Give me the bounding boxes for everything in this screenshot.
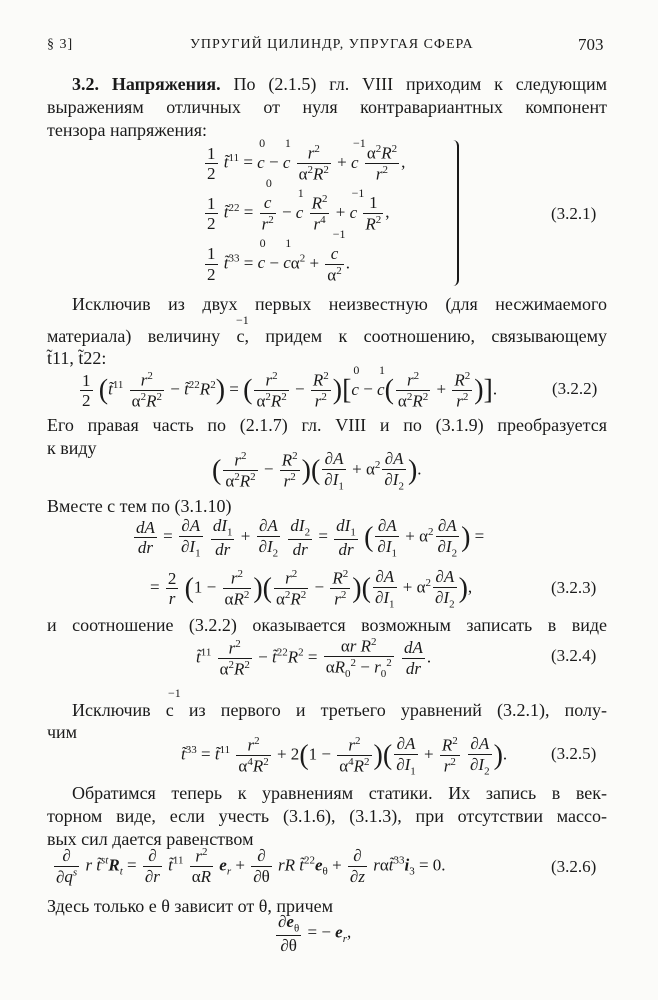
paragraph-line: тензора напряжения: [47,120,208,140]
equation-unnumbered-1: ( $\frac{r^2}{\alpha^2R^2}$ − $\frac{R^2}{r^2}$ )( $\frac{\partial A}{\partial I_1}$ + $\alpha^2$ $\frac{\partial A}{\partial I_2}$ ). [212,449,422,492]
system-brace [449,140,459,286]
paragraph-line: Обратимся теперь к уравнениям статики. Их запись в век- [72,783,607,803]
paragraph-line: Исключив c из первого и третьего уравнений (3.2.1), полу- [72,700,607,720]
equation-number: (3.2.1) [551,204,597,223]
paragraph-line: Вместе с тем по (3.1.10) [47,496,232,516]
equation-number: (3.2.2) [552,379,598,398]
paragraph-line: t̃11, t̃22: [47,348,107,368]
equation-number: (3.2.5) [551,744,597,763]
page-number: 703 [578,35,604,54]
paragraph-line: вых сил дается равенством [47,829,254,849]
section-heading-line [72,73,607,96]
section-number: 3.2. [72,74,99,94]
paragraph-line: торном виде, если учесть (3.1.6), (3.1.3), при отсутствии массо- [47,806,607,826]
running-head-title: УПРУГИЙ ЦИЛИНДР, УПРУГАЯ СФЕРА [190,37,474,52]
equation-3-2-6: $\frac{\partial}{\partial q^s}$ r $t̃^{st}R_t$ = $\frac{\partial}{\partial r}$ t̃$^{11}$ $\frac{r^2}{\alpha R}$ $e_r$ + $\frac{\partial}{\partial\theta}$ rR $t̃^{22}e_\theta$ + $\frac{\partial}{\partial z}$ $r\alpha t̃^{33}i_3 = 0$. [56,846,446,887]
equation-number: (3.2.4) [551,646,597,665]
paragraph-line: к виду [47,438,97,458]
section-title: Напряжения. [111,74,221,94]
equation-3-2-3-row-1: $\frac{dA}{dr}$ = $\frac{\partial A}{\partial I_1}$ $\frac{dI_1}{dr}$ + $\frac{\partial A}{\partial I_2}$ $\frac{dI_2}{dr}$ = $\frac{dI_1}{dr}$ ( $\frac{\partial A}{\partial I_1}$ + $\alpha^2$ $\frac{\partial A}{\partial I_2}$ ) = [136,516,485,560]
equation-3-2-1-row-2: $\frac{1}{2}$ t̃$^{22}$ = 0 c $r^2$ − 1 c $\frac{R^2}{r^4}$ + −1 c $\frac{1}{R^2}$ , [207,176,390,234]
equation-3-2-2: $\frac{1}{2}$ (t̃$^{11}$ $\frac{r^2}{\alpha^2R^2}$ − $t̃^{22}R^2$) = ( $\frac{r^2}{\alpha^2R^2}$ − $\frac{R^2}{r^2}$ )[ 0 c − 1 c( $\frac{r^2}{\alpha^2R^2}$ + $\frac{R^2}{r^2}$ )]. [82,362,498,411]
paragraph-line: и соотношение (3.2.2) оказывается возможным записать в виде [47,615,607,635]
overmark-minus-one: −1 [236,313,249,327]
equation-number: (3.2.3) [551,578,597,597]
paragraph-line: чим [47,722,78,742]
running-head-section: § 3] [47,37,74,52]
equation-number: (3.2.6) [551,857,597,876]
paragraph-line: выражениям отличных от нуля контравариантных компонент [47,97,607,117]
equation-3-2-5: t̃$^{33}$ = t̃$^{11}$ $\frac{r^2}{\alpha^4R^2}$ + 2(1 − $\frac{r^2}{\alpha^4R^2}$ )( $\frac{\partial A}{\partial I_1}$ + $\frac{R^2}{r^2}$ $\frac{\partial A}{\partial I_2}$ ). [181,734,508,777]
equation-unnumbered-2: $\frac{\partial e_\theta}{\partial\theta}$ = − $e_r$, [278,912,352,956]
equation-3-2-1-row-1: $\frac{1}{2}$ t̃$^{11}$ = 0 c − 1 c $\frac{r^2}{\alpha^2R^2}$ + −1 c $\frac{\alpha^2R^2}{r^2}$ , [207,135,406,184]
paragraph-line: Его правая часть по (2.1.7) гл. VIII и по (3.1.9) преобразуется [47,415,607,435]
section-lead-text: По (2.1.5) гл. VIII приходим к следующим [233,74,608,94]
paragraph-line: Исключив из двух первых неизвестную (для несжимаемого [72,294,607,314]
equation-3-2-1-row-3: $\frac{1}{2}$ t̃$^{33}$ = 0 c − 1 $c\alpha^2$ + −1 c $\alpha^2$ . [207,227,350,285]
paragraph-line: материала) величину c, придем к соотношению, связывающему [47,326,607,346]
paragraph-line: Здесь только e θ зависит от θ, причем [47,896,334,916]
equation-3-2-4: t̃$^{11}$ $\frac{r^2}{\alpha^2R^2}$ − $t̃^{22}R^2$ = $\frac{\alpha r R^2}{\alpha R_0^2 - r_0^2}$ $\frac{dA}{dr}$ . [196,636,432,681]
overmark-minus-one: −1 [168,686,181,700]
equation-3-2-3-row-2: = $\frac{2}{r}$ (1 − $\frac{r^2}{\alpha R^2}$ )( $\frac{r^2}{\alpha^2R^2}$ − $\frac{R^2}{r^2}$ )( $\frac{\partial A}{\partial I_1}$ + $\alpha^2$ $\frac{\partial A}{\partial I_2}$ ), [150,567,473,610]
